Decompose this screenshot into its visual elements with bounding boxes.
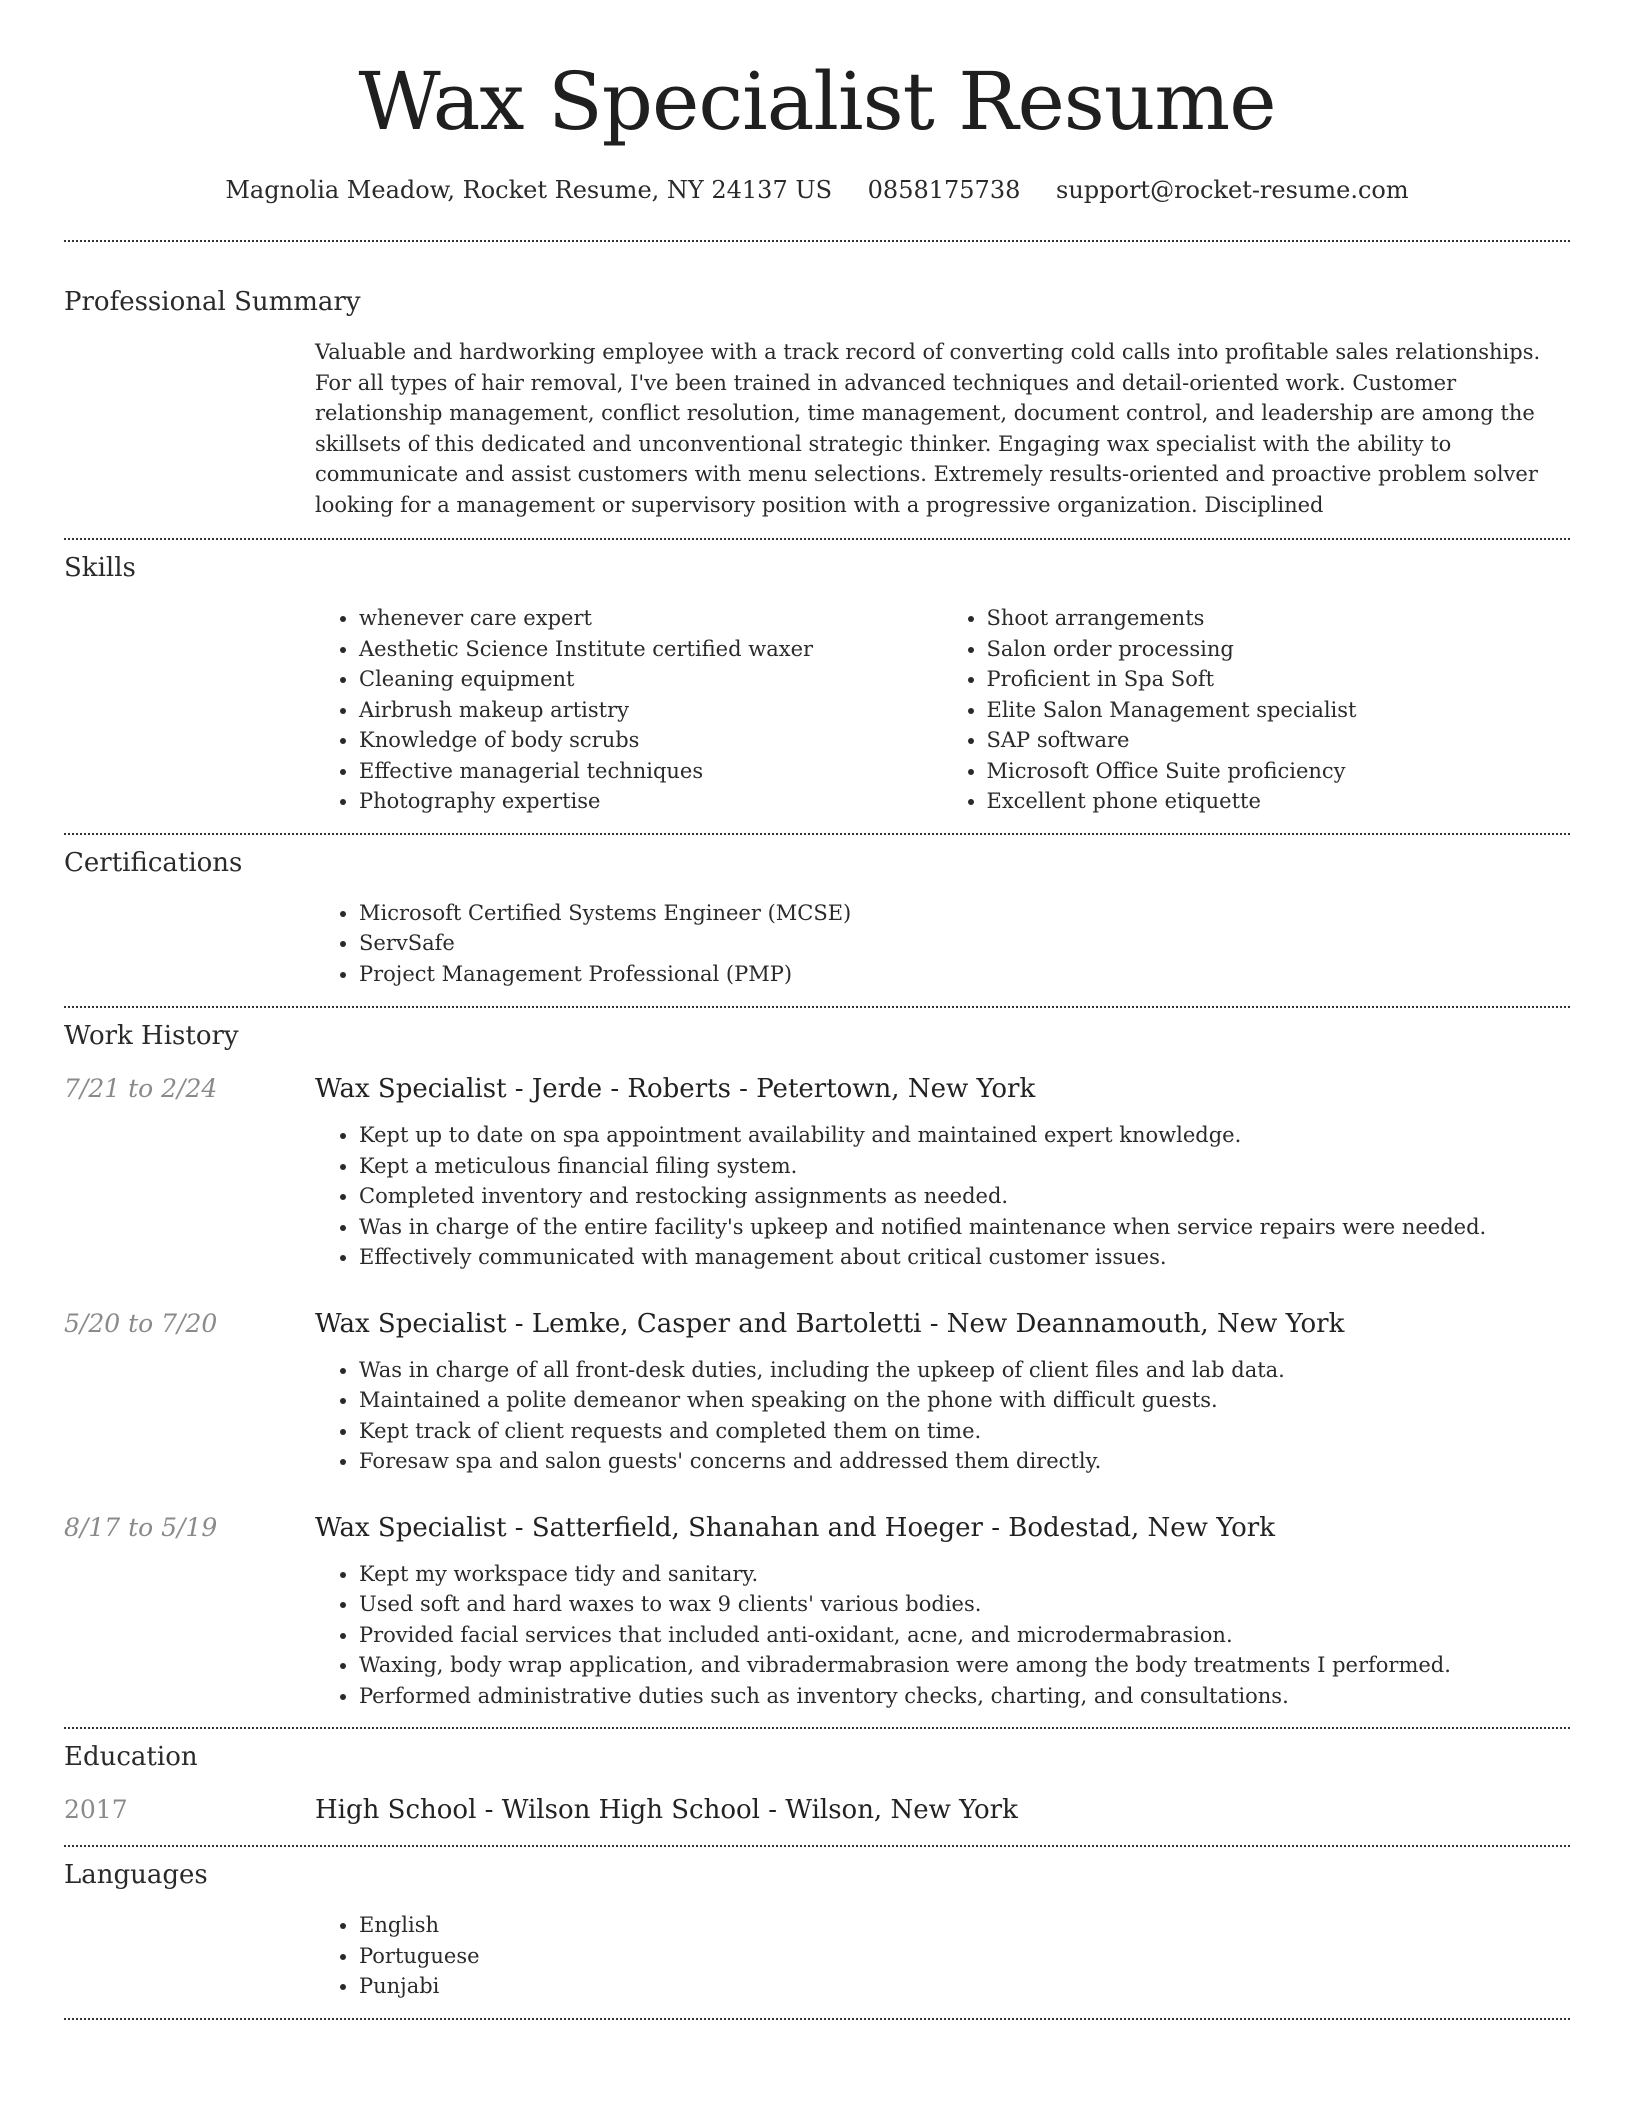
job-duty-item: • Kept track of client requests and completed them on time. [359,1416,1570,1447]
skill-item: • Salon order processing [987,634,1571,665]
job-duty-item: • Provided facial services that included anti-oxidant, acne, and microdermabrasion. [359,1620,1570,1651]
certification-item: • Project Management Professional (PMP) [359,959,1570,990]
languages-list [315,1910,1570,2002]
language-item: • Punjabi [359,1971,1570,2002]
job-entry [64,1072,1570,1273]
job-duties-list [315,1120,1570,1273]
job-title: Wax Specialist - Satterfield, Shanahan and Hoeger - Bodestad, New York [315,1512,1275,1543]
job-duty-item: • Was in charge of all front-desk duties, including the upkeep of client files and lab data. [359,1355,1570,1386]
skill-item: • Shoot arrangements [987,603,1571,634]
job-duty-item: • Was in charge of the entire facility's upkeep and notified maintenance when service repairs were needed. [359,1212,1570,1243]
job-duty-item: • Effectively communicated with management about critical customer issues. [359,1242,1570,1273]
work-history-list [64,1072,1570,1711]
certification-item: • Microsoft Certified Systems Engineer (MCSE) [359,898,1570,929]
job-title: Wax Specialist - Jerde - Roberts - Petertown, New York [315,1074,1036,1104]
contact-phone: 0858175738 [867,176,1021,204]
skill-item: • Elite Salon Management specialist [987,695,1571,726]
job-entry [64,1511,1570,1712]
skills-column-left [315,603,943,817]
job-duty-item: • Kept up to date on spa appointment availability and maintained expert knowledge. [359,1120,1570,1151]
summary-section [64,242,1570,520]
education-title: High School - Wilson High School - Wilson, New York [315,1795,1018,1825]
job-duties-list [315,1559,1570,1712]
education-year: 2017 [64,1795,128,1824]
skill-item: • whenever care expert [359,603,943,634]
skill-item: • Knowledge of body scrubs [359,725,943,756]
education-section [64,1729,1570,1827]
language-item: • English [359,1910,1570,1941]
contact-line [64,174,1570,206]
skills-list [315,603,1570,817]
skills-heading: Skills [64,553,136,583]
job-duty-item: • Completed inventory and restocking assignments as needed. [359,1181,1570,1212]
education-entry [64,1793,1570,1827]
certifications-section [64,835,1570,990]
job-duty-item: • Performed administrative duties such as inventory checks, charting, and consultations. [359,1681,1570,1712]
skill-item: • Photography expertise [359,786,943,817]
languages-heading: Languages [64,1860,208,1890]
skill-item: • Aesthetic Science Institute certified waxer [359,634,943,665]
languages-section [64,1847,1570,2002]
contact-email: support@rocket-resume.com [1056,176,1409,204]
skill-item: • Proficient in Spa Soft [987,664,1571,695]
summary-heading: Professional Summary [64,287,361,317]
job-title: Wax Specialist - Lemke, Casper and Bartoletti - New Deannamouth, New York [315,1308,1345,1339]
job-dates: 7/21 to 2/24 [64,1074,218,1103]
skills-column-right [943,603,1571,817]
work-heading: Work History [64,1021,239,1051]
job-duty-item: • Waxing, body wrap application, and vibradermabrasion were among the body treatments I performed. [359,1650,1570,1681]
job-duty-item: • Kept my workspace tidy and sanitary. [359,1559,1570,1590]
resume-page [64,0,1570,2020]
section-divider [64,2018,1570,2020]
skills-section [64,540,1570,817]
certifications-heading: Certifications [64,847,243,878]
certifications-list [315,898,1570,990]
language-item: • Portuguese [359,1941,1570,1972]
job-dates: 8/17 to 5/19 [64,1512,218,1542]
job-duty-item: • Maintained a polite demeanor when speaking on the phone with difficult guests. [359,1385,1570,1416]
resume-title: Wax Specialist Resume [358,55,1276,148]
summary-text: Valuable and hardworking employee with a track record of converting cold calls into profitable sales relationships. For all types of hair removal, I've been trained in advanced techniques and detail-oriented work. Customer relationship management, conflict resolution, time management, document control, and leadership are among the skillsets of this dedicated and unconventional strategic thinker. Engaging wax specialist with the ability to communicate and assist customers with menu selections. Extremely results-oriented and proactive problem solver looking for a management or supervisory position with a progressive organization. Disciplined [315,340,1541,517]
work-section [64,1008,1570,1711]
job-dates: 5/20 to 7/20 [64,1308,218,1338]
skill-item: • Microsoft Office Suite proficiency [987,756,1571,787]
job-duty-item: • Used soft and hard waxes to wax 9 clients' various bodies. [359,1589,1570,1620]
skill-item: • SAP software [987,725,1571,756]
job-duties-list [315,1355,1570,1477]
job-duty-item: • Foresaw spa and salon guests' concerns and addressed them directly. [359,1446,1570,1477]
job-duty-item: • Kept a meticulous financial filing system. [359,1151,1570,1182]
contact-address: Magnolia Meadow, Rocket Resume, NY 24137 US [225,176,833,204]
certification-item: • ServSafe [359,928,1570,959]
job-entry [64,1307,1570,1477]
skill-item: • Excellent phone etiquette [987,786,1571,817]
skill-item: • Cleaning equipment [359,664,943,695]
skill-item: • Airbrush makeup artistry [359,695,943,726]
education-heading: Education [64,1742,198,1772]
skill-item: • Effective managerial techniques [359,756,943,787]
